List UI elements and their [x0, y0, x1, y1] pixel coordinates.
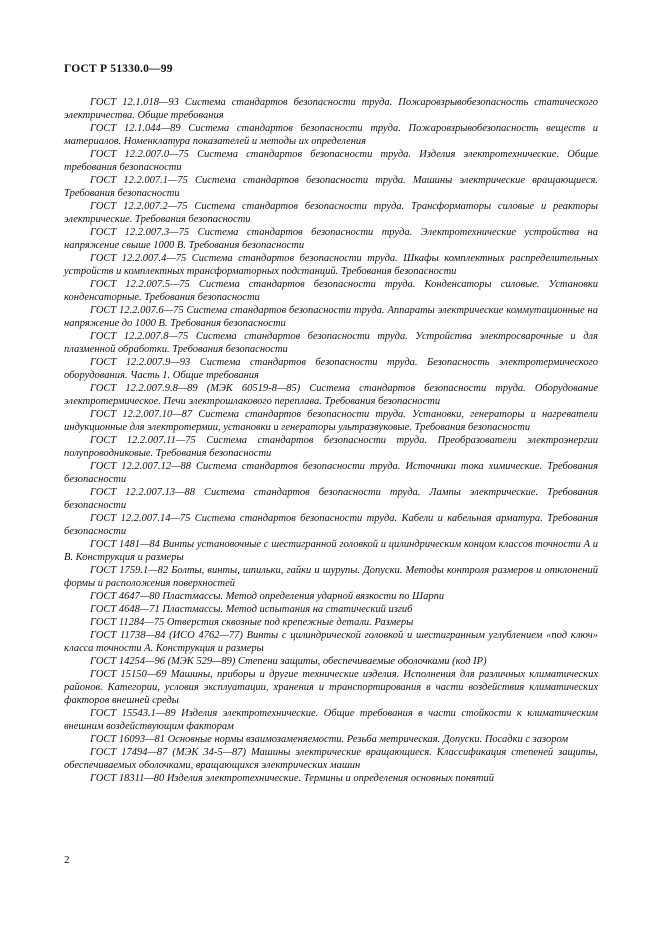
reference-item: ГОСТ 1481—84 Винты установочные с шестигранной головкой и цилиндрическим концом классов точности А и В. Конструкция и размеры: [64, 539, 598, 563]
reference-item: ГОСТ 12.2.007.12—88 Система стандартов безопасности труда. Источники тока химические. Требования безопасности: [64, 461, 598, 485]
reference-item: ГОСТ 12.2.007.11—75 Система стандартов безопасности труда. Преобразователи электроэнергии полупроводниковые. Требования безопасности: [64, 435, 598, 459]
reference-item: ГОСТ 12.2.007.2—75 Система стандартов безопасности труда. Трансформаторы силовые и реакторы электрические. Требования безопасности: [64, 201, 598, 225]
references-list: [64, 96, 598, 785]
reference-item: ГОСТ 15150—69 Машины, приборы и другие технические изделия. Исполнения для различных климатических районов. Категории, условия эксплуатации, хранения и транспортирования в части воздействия климатических факторов внешней среды: [64, 669, 598, 706]
reference-item: ГОСТ 18311—80 Изделия электротехнические. Термины и определения основных понятий: [90, 773, 495, 784]
reference-item: ГОСТ 12.2.007.9—93 Система стандартов безопасности труда. Безопасность электротермического оборудования. Часть 1. Общие требования: [64, 357, 598, 381]
reference-item: ГОСТ 11738—84 (ИСО 4762—77) Винты с цилиндрической головкой и шестигранным углублением «под ключ» класса точности А. Конструкция и размеры: [64, 630, 598, 654]
reference-item: ГОСТ 4647—80 Пластмассы. Метод определения ударной вязкости по Шарпи: [90, 591, 445, 602]
reference-item: ГОСТ 17494—87 (МЭК 34-5—87) Машины электрические вращающиеся. Классификация степеней защиты, обеспечиваемых оболочками, вращающихся электрических машин: [64, 747, 598, 771]
document-header: ГОСТ Р 51330.0—99: [64, 63, 173, 75]
reference-item: ГОСТ 16093—81 Основные нормы взаимозаменяемости. Резьба метрическая. Допуски. Посадки с зазором: [90, 734, 569, 745]
reference-item: ГОСТ 14254—96 (МЭК 529—89) Степени защиты, обеспечиваемые оболочками (код IP): [90, 656, 487, 667]
reference-item: ГОСТ 11284—75 Отверстия сквозные под крепежные детали. Размеры: [90, 617, 414, 628]
reference-item: ГОСТ 12.2.007.14—75 Система стандартов безопасности труда. Кабели и кабельная арматура. Требования безопасности: [64, 513, 598, 537]
reference-item: ГОСТ 4648—71 Пластмассы. Метод испытания на статический изгиб: [90, 604, 413, 615]
reference-item: ГОСТ 12.2.007.6—75 Система стандартов безопасности труда. Аппараты электрические коммутационные на напряжение до 1000 В. Требования безопасности: [64, 305, 598, 329]
reference-item: ГОСТ 12.2.007.13—88 Система стандартов безопасности труда. Лампы электрические. Требования безопасности: [64, 487, 598, 511]
reference-item: ГОСТ 12.2.007.1—75 Система стандартов безопасности труда. Машины электрические вращающиеся. Требования безопасности: [64, 175, 598, 199]
reference-item: ГОСТ 12.1.018—93 Система стандартов безопасности труда. Пожаровзрывобезопасность статического электричества. Общие требования: [64, 97, 598, 121]
reference-item: ГОСТ 1759.1—82 Болты, винты, шпильки, гайки и шурупы. Допуски. Методы контроля размеров и отклонений формы и расположения поверхностей: [64, 565, 598, 589]
reference-item: ГОСТ 12.2.007.4—75 Система стандартов безопасности труда. Шкафы комплектных распределительных устройств и комплектных трансформаторных подстанций. Требования безопасности: [64, 253, 598, 277]
reference-item: ГОСТ 12.2.007.9.8—89 (МЭК 60519-8—85) Система стандартов безопасности труда. Оборудование электротермическое. Печи электрошлакового переплава. Требования безопасности: [64, 383, 598, 407]
reference-item: ГОСТ 12.2.007.0—75 Система стандартов безопасности труда. Изделия электротехнические. Общие требования безопасности: [64, 149, 598, 173]
reference-item: ГОСТ 12.1.044—89 Система стандартов безопасности труда. Пожаровзрывобезопасность веществ и материалов. Номенклатура показателей и методы их определения: [64, 123, 598, 147]
page-number: 2: [64, 854, 70, 866]
reference-item: ГОСТ 15543.1—89 Изделия электротехнические. Общие требования в части стойкости к климатическим внешним воздействующим факторам: [64, 708, 598, 732]
reference-item: ГОСТ 12.2.007.3—75 Система стандартов безопасности труда. Электротехнические устройства на напряжение свыше 1000 В. Требования безопасности: [64, 227, 598, 251]
reference-item: ГОСТ 12.2.007.8—75 Система стандартов безопасности труда. Устройства электросварочные и для плазменной обработки. Требования безопасности: [64, 331, 598, 355]
reference-item: ГОСТ 12.2.007.5—75 Система стандартов безопасности труда. Конденсаторы силовые. Установки конденсаторные. Требования безопасности: [64, 279, 598, 303]
reference-item: ГОСТ 12.2.007.10—87 Система стандартов безопасности труда. Установки, генераторы и нагреватели индукционные для электротермии, установки и генераторы ультразвуковые. Требования безопасности: [64, 409, 598, 433]
